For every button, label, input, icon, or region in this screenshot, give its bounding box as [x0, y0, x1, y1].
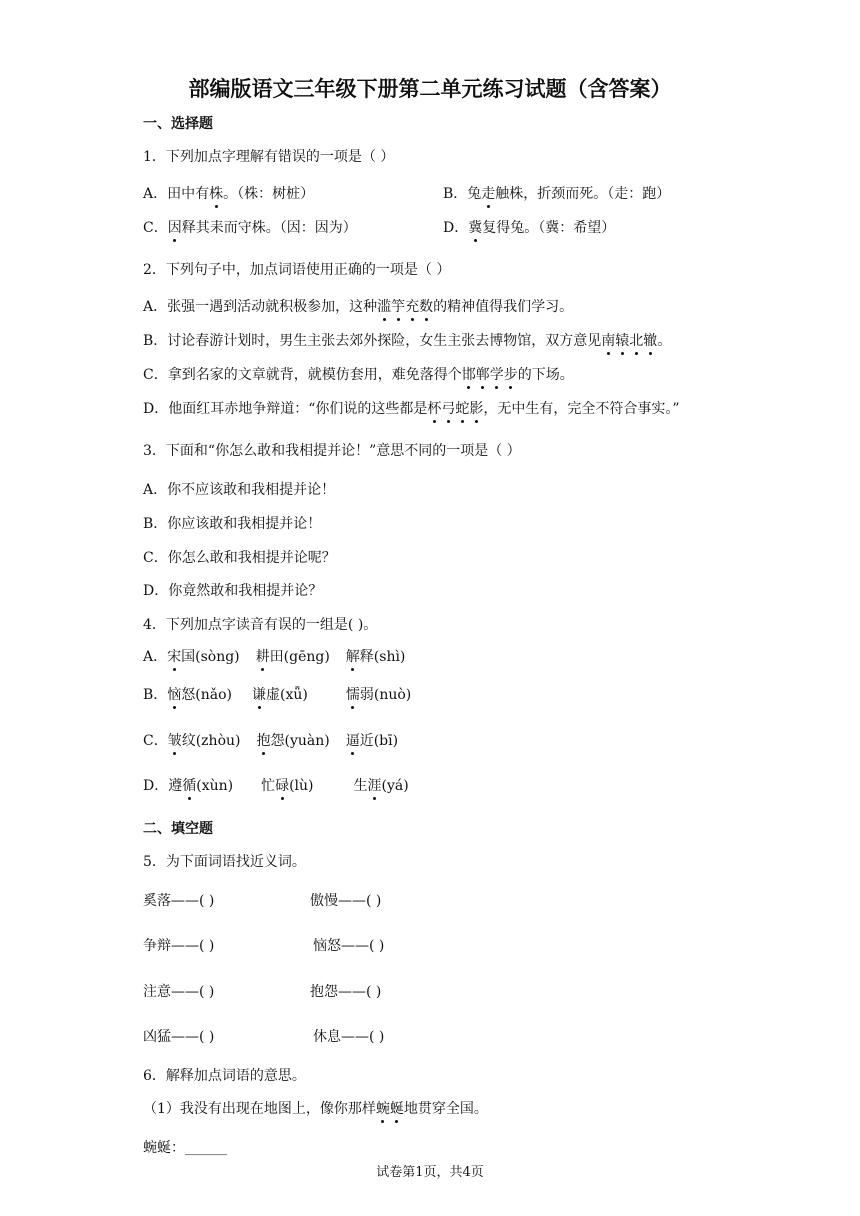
dotted-char: 蜿 [376, 1098, 390, 1118]
dotted-word [462, 367, 518, 383]
question-4-stem: 4．下列加点字读音有误的一组是( )。 [143, 617, 378, 633]
option-text: (lù) [289, 778, 314, 794]
option-text: B．讨论春游计划时，男生主张去郊外探险，女生主张去博物馆，双方意见 [143, 333, 602, 349]
option-text: A．张强一遇到活动就积极参加，这种 [143, 299, 378, 315]
option-text: C．拿到名家的文章就背，就模仿套用，难免落得个 [143, 367, 462, 383]
dotted-char: 冀 [468, 217, 482, 237]
option-text: 。 [657, 333, 672, 349]
dotted-char: 影 [469, 398, 483, 418]
question-2-option-a [143, 296, 573, 316]
option-text: 释其耒而守株。（因：因为） [181, 220, 357, 236]
option-text: 复得兔。（冀：希望） [482, 220, 616, 236]
question-4-option-a [143, 646, 405, 666]
option-text: D． [443, 220, 469, 236]
page-title: 部编版语文三年级下册第二单元练习试题（含答案） [188, 77, 672, 101]
option-text: 释(shì) [359, 649, 406, 665]
dotted-char: 南 [601, 330, 615, 350]
option-text: 近(bī) [359, 733, 399, 749]
section-heading-choice: 一、选择题 [143, 116, 213, 132]
option-text: B． [143, 687, 168, 703]
dotted-char: 皱 [168, 730, 182, 750]
dotted-word [377, 299, 433, 315]
question-1-option-a [143, 183, 314, 203]
dotted-char: 竽 [391, 296, 405, 316]
option-text: 弱(nuò) [359, 687, 412, 703]
option-text: A．田中有 [143, 186, 210, 202]
dotted-char: 邯 [462, 364, 476, 384]
option-text: ，无中生有，完全不符合事实。” [483, 401, 680, 417]
dotted-char: 辕 [615, 330, 629, 350]
dotted-char: 杯 [427, 398, 441, 418]
option-text: 地贯穿全国。 [403, 1101, 488, 1117]
dotted-char: 步 [504, 364, 518, 384]
question-2-option-b [143, 330, 671, 350]
option-text: A． [143, 649, 168, 665]
question-6-stem: 6．解释加点词语的意思。 [143, 1068, 306, 1084]
synonym-blank: 休息——( ) [313, 1029, 385, 1045]
option-text: 国(sòng) [181, 649, 240, 665]
synonym-blank: 恼怒——( ) [313, 938, 385, 954]
dotted-char: 碌 [275, 775, 289, 795]
option-text: (yá) [381, 778, 409, 794]
option-text: 的精神值得我们学习。 [433, 299, 574, 315]
question-3-option-a: A．你不应该敢和我相提并论！ [143, 482, 336, 498]
option-text: C． [143, 733, 168, 749]
dotted-char: 恼 [167, 684, 181, 704]
question-4-option-d [143, 775, 409, 795]
dotted-char: 走 [481, 183, 495, 203]
option-text: 怨(yuàn) [270, 733, 330, 749]
question-3-option-b: B．你应该敢和我相提并论！ [143, 516, 322, 532]
option-text: 。（株：树桩） [223, 186, 315, 202]
option-text: B．兔 [443, 186, 482, 202]
dotted-char: 因 [168, 217, 182, 237]
option-text: C． [143, 220, 168, 236]
option-text: D．他面红耳赤地争辩道：“你们说的这些都是 [143, 401, 428, 417]
option-text: 田(gēng) [269, 649, 330, 665]
question-1-option-c [143, 217, 357, 237]
synonym-blank: 抱怨——( ) [310, 984, 382, 1000]
question-3-option-c: C．你怎么敢和我相提并论呢？ [143, 550, 336, 566]
synonym-blank: 争辩——( ) [143, 938, 215, 954]
dotted-char: 耕 [256, 646, 270, 666]
question-4-option-c [143, 730, 398, 750]
option-text: 触株，折颈而死。（走：跑） [495, 186, 671, 202]
dotted-char: 蜒 [390, 1098, 404, 1118]
option-text: 的下场。 [517, 367, 574, 383]
question-4-option-b [143, 684, 411, 704]
synonym-blank: 奚落——( ) [143, 893, 215, 909]
dotted-word [427, 401, 483, 417]
option-text: (xùn) [196, 778, 234, 794]
dotted-word [376, 1101, 404, 1117]
dotted-char: 解 [346, 646, 360, 666]
dotted-char: 抱 [256, 730, 270, 750]
dotted-char: 滥 [377, 296, 391, 316]
question-1-option-d [443, 217, 615, 237]
option-text: D．遵 [143, 778, 183, 794]
dotted-char: 宋 [167, 646, 181, 666]
dotted-char: 逼 [346, 730, 360, 750]
dotted-char: 学 [490, 364, 504, 384]
option-text: 怒(nǎo) [181, 687, 233, 703]
page-footer: 试卷第1页，共4页 [376, 1165, 484, 1180]
option-text: 虚(xǖ) [266, 687, 308, 703]
question-1-option-b [443, 183, 670, 203]
dotted-char: 涯 [368, 775, 382, 795]
question-3-stem: 3．下面和“你怎么敢和我相提并论！”意思不同的一项是（ ） [143, 443, 521, 459]
dotted-word [601, 333, 657, 349]
question-2-stem: 2．下列句子中，加点词语使用正确的一项是（ ） [143, 262, 451, 278]
synonym-blank: 注意——( ) [143, 984, 215, 1000]
option-text: （1）我没有出现在地图上，像你那样 [143, 1101, 376, 1117]
dotted-char: 懦 [346, 684, 360, 704]
option-text: 生 [353, 778, 368, 794]
question-1-stem: 1．下列加点字理解有错误的一项是（ ） [143, 149, 395, 165]
dotted-char: 弓 [441, 398, 455, 418]
option-text: 忙 [261, 778, 276, 794]
dotted-char: 谦 [252, 684, 266, 704]
question-2-option-c [143, 364, 574, 384]
option-text: 纹(zhòu) [181, 733, 241, 749]
dotted-char: 数 [419, 296, 433, 316]
dotted-char: 蛇 [455, 398, 469, 418]
dotted-char: 辙 [643, 330, 657, 350]
question-2-option-d [143, 398, 680, 418]
dotted-char: 株 [209, 183, 223, 203]
question-3-option-d: D．你竟然敢和我相提并论？ [143, 583, 323, 599]
synonym-blank: 傲慢——( ) [310, 893, 382, 909]
answer-line: 蜿蜒：______ [143, 1140, 227, 1156]
dotted-char: 充 [405, 296, 419, 316]
question-6-sub-1 [143, 1098, 488, 1118]
dotted-char: 郸 [476, 364, 490, 384]
dotted-char: 北 [629, 330, 643, 350]
question-5-stem: 5．为下面词语找近义词。 [143, 854, 306, 870]
synonym-blank: 凶猛——( ) [143, 1029, 215, 1045]
section-heading-fill: 二、填空题 [143, 821, 213, 837]
dotted-char: 循 [182, 775, 196, 795]
